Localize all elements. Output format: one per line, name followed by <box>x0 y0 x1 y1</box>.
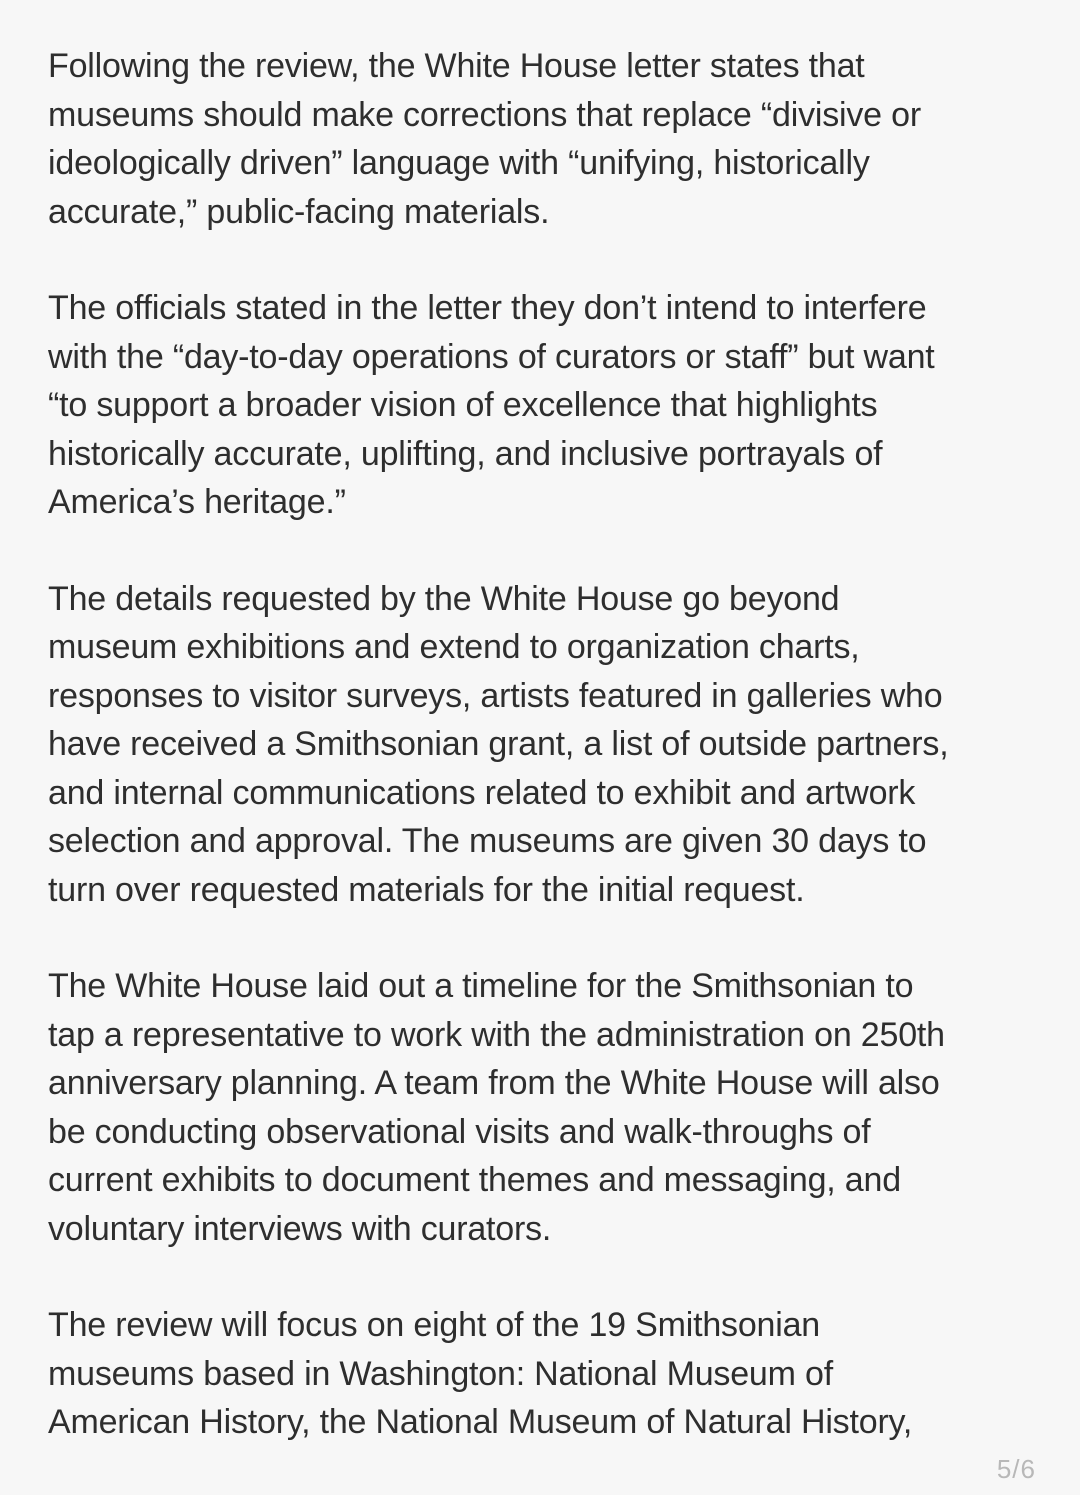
text-line: The review will focus on eight of the 19 Smithsonian <box>48 1306 821 1344</box>
text-line: anniversary planning. A team from the White House will also <box>48 1064 940 1102</box>
paragraph-3 <box>48 575 1038 915</box>
text-line: be conducting observational visits and walk-throughs of <box>48 1112 871 1151</box>
text-line: museums should make corrections that replace “divisive or <box>48 95 921 134</box>
text-line: The details requested by the White House go beyond <box>48 579 840 618</box>
text-line: current exhibits to document themes and messaging, and <box>48 1161 901 1199</box>
text-line: The White House laid out a timeline for the Smithsonian to <box>48 967 914 1005</box>
text-line: tap a representative to work with the administration on 250th <box>48 1015 945 1054</box>
text-line: and internal communications related to exhibit and artwork <box>48 773 916 812</box>
text-line: historically accurate, uplifting, and inclusive portrayals of <box>48 434 883 473</box>
text-line: have received a Smithsonian grant, a list of outside partners, <box>48 725 949 763</box>
text-line: ideologically driven” language with “unifying, historically <box>48 144 870 182</box>
paragraph-4 <box>48 962 1038 1253</box>
text-line: America’s heritage.” <box>48 483 346 521</box>
text-line: turn over requested materials for the initial request. <box>48 870 805 909</box>
article-body <box>48 42 1038 1495</box>
text-line: museums based in Washington: National Museum of <box>48 1354 833 1393</box>
text-line: accurate,” public-facing materials. <box>48 192 550 231</box>
text-line: museum exhibitions and extend to organization charts, <box>48 628 860 666</box>
text-line: American History, the National Museum of Natural History, <box>48 1403 913 1441</box>
page-indicator: 5/6 <box>996 1454 1036 1484</box>
text-line: responses to visitor surveys, artists featured in galleries who <box>48 676 943 715</box>
text-line: selection and approval. The museums are given 30 days to <box>48 822 927 860</box>
text-line: Following the review, the White House letter states that <box>48 47 865 85</box>
paragraph-2 <box>48 284 1038 527</box>
text-line: The officials stated in the letter they don’t intend to interfere <box>48 289 927 327</box>
text-line: with the “day-to-day operations of curators or staff” but want <box>48 337 935 376</box>
text-line: voluntary interviews with curators. <box>48 1209 552 1248</box>
text-line: “to support a broader vision of excellence that highlights <box>48 386 878 424</box>
paragraph-5 <box>48 1301 1038 1447</box>
paragraph-1 <box>48 42 1038 236</box>
